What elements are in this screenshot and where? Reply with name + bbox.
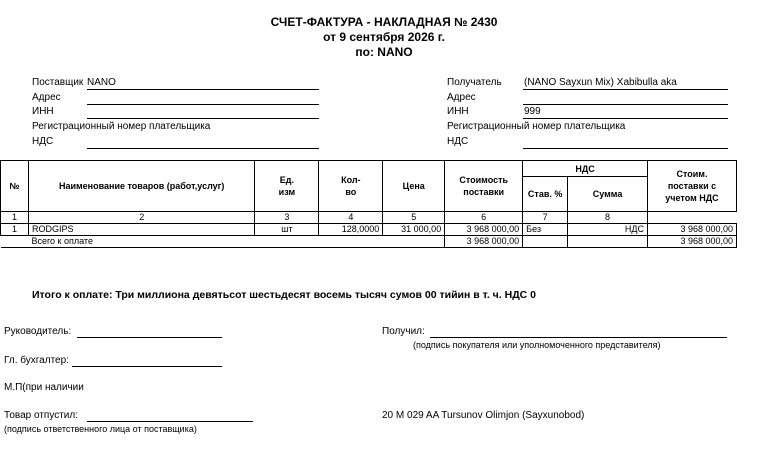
col-header-unit [255,161,319,212]
col-number: 3 [255,212,319,224]
supplier-inn-line [87,118,319,119]
col-header-total [647,161,736,212]
received-note: (подпись покупателя или уполномоченного представителя) [413,340,661,350]
col-header-num: № [1,161,29,212]
recipient-address-line [523,104,728,105]
col-header-price: Цена [383,161,445,212]
row-total: 3 968 000,00 [647,224,736,236]
total-with-vat: 3 968 000,00 [647,236,736,248]
supplier-inn-label: ИНН [32,106,54,117]
director-line [77,337,222,338]
total-cost: 3 968 000,00 [445,236,523,248]
supplier-value: NANO [87,77,116,88]
invoice-date: от 9 сентября 2026 г. [323,30,445,44]
row-cost: 3 968 000,00 [445,224,523,236]
stamp-label: М.П(при наличии [4,382,84,393]
row-unit: шт [255,224,319,236]
vehicle-driver: 20 M 029 AA Tursunov Olimjon (Sayxunobod) [382,410,585,421]
received-label: Получил: [382,326,425,337]
recipient-nds-label: НДС [447,136,469,147]
summary-text: Итого к оплате: Три миллиона девятьсот шестьдесят восемь тысяч сумов 00 тийин в т. ч. НДС 0 [32,289,537,301]
accountant-line [72,366,222,367]
supplier-label: Поставщик [32,77,84,88]
recipient-nds-line [523,148,728,149]
col-header-total-text: Стоим. поставки с учетом НДС [665,169,719,203]
recipient-reg-label: Регистрационный номер плательщика [447,121,626,132]
col-header-cost-text: Стоимость поставки [459,175,509,197]
supplier-address-label: Адрес [32,92,61,103]
col-number: 1 [1,212,29,224]
col-number: 7 [523,212,568,224]
total-empty [1,236,29,248]
col-number: 2 [28,212,255,224]
row-name: RODGIPS [28,224,255,236]
supplier-nds-line [87,148,319,149]
col-header-vat: НДС [523,161,648,177]
released-label: Товар отпустил: [4,410,78,421]
supplier-address-line [87,104,319,105]
invoice-table [0,160,737,248]
col-number: 5 [383,212,445,224]
supplier-line [87,89,319,90]
col-header-cost [445,161,523,212]
row-num: 1 [1,224,29,236]
row-qty: 128,0000 [319,224,383,236]
col-header-unit-text: Ед. изм [278,175,296,197]
col-header-vat-sum: Сумма [568,177,648,212]
total-label: Всего к оплате [28,236,444,248]
recipient-line [523,89,728,90]
invoice-po: по: NANO [355,45,413,59]
col-number: 4 [319,212,383,224]
recipient-inn-label: ИНН [447,106,469,117]
col-header-qty [319,161,383,212]
col-number: 6 [445,212,523,224]
supplier-reg-label: Регистрационный номер плательщика [32,121,211,132]
total-row [1,236,737,248]
col-number: 8 [568,212,648,224]
accountant-label: Гл. бухгалтер: [4,355,69,366]
released-note: (подпись ответственного лица от поставщика) [4,424,197,434]
row-price: 31 000,00 [383,224,445,236]
invoice-title: СЧЕТ-ФАКТУРА - НАКЛАДНАЯ № 2430 [270,15,498,29]
recipient-inn-line [523,118,728,119]
total-vat-sum [568,236,648,248]
recipient-value: (NANO Sayxun Mix) Xabibulla aka [524,77,677,88]
recipient-inn-value: 999 [524,106,541,117]
director-label: Руководитель: [4,326,72,337]
col-header-vat-rate: Став. % [523,177,568,212]
received-line [430,337,727,338]
supplier-nds-label: НДС [32,136,54,147]
row-vat-sum: НДС [568,224,648,236]
total-vat-rate [523,236,568,248]
recipient-address-label: Адрес [447,92,476,103]
table-row [1,224,737,236]
recipient-label: Получатель [447,77,502,88]
col-header-name: Наименование товаров (работ,услуг) [28,161,255,212]
row-vat-rate: Без [523,224,568,236]
released-line [87,421,253,422]
col-header-qty-text: Кол-во [341,175,361,197]
